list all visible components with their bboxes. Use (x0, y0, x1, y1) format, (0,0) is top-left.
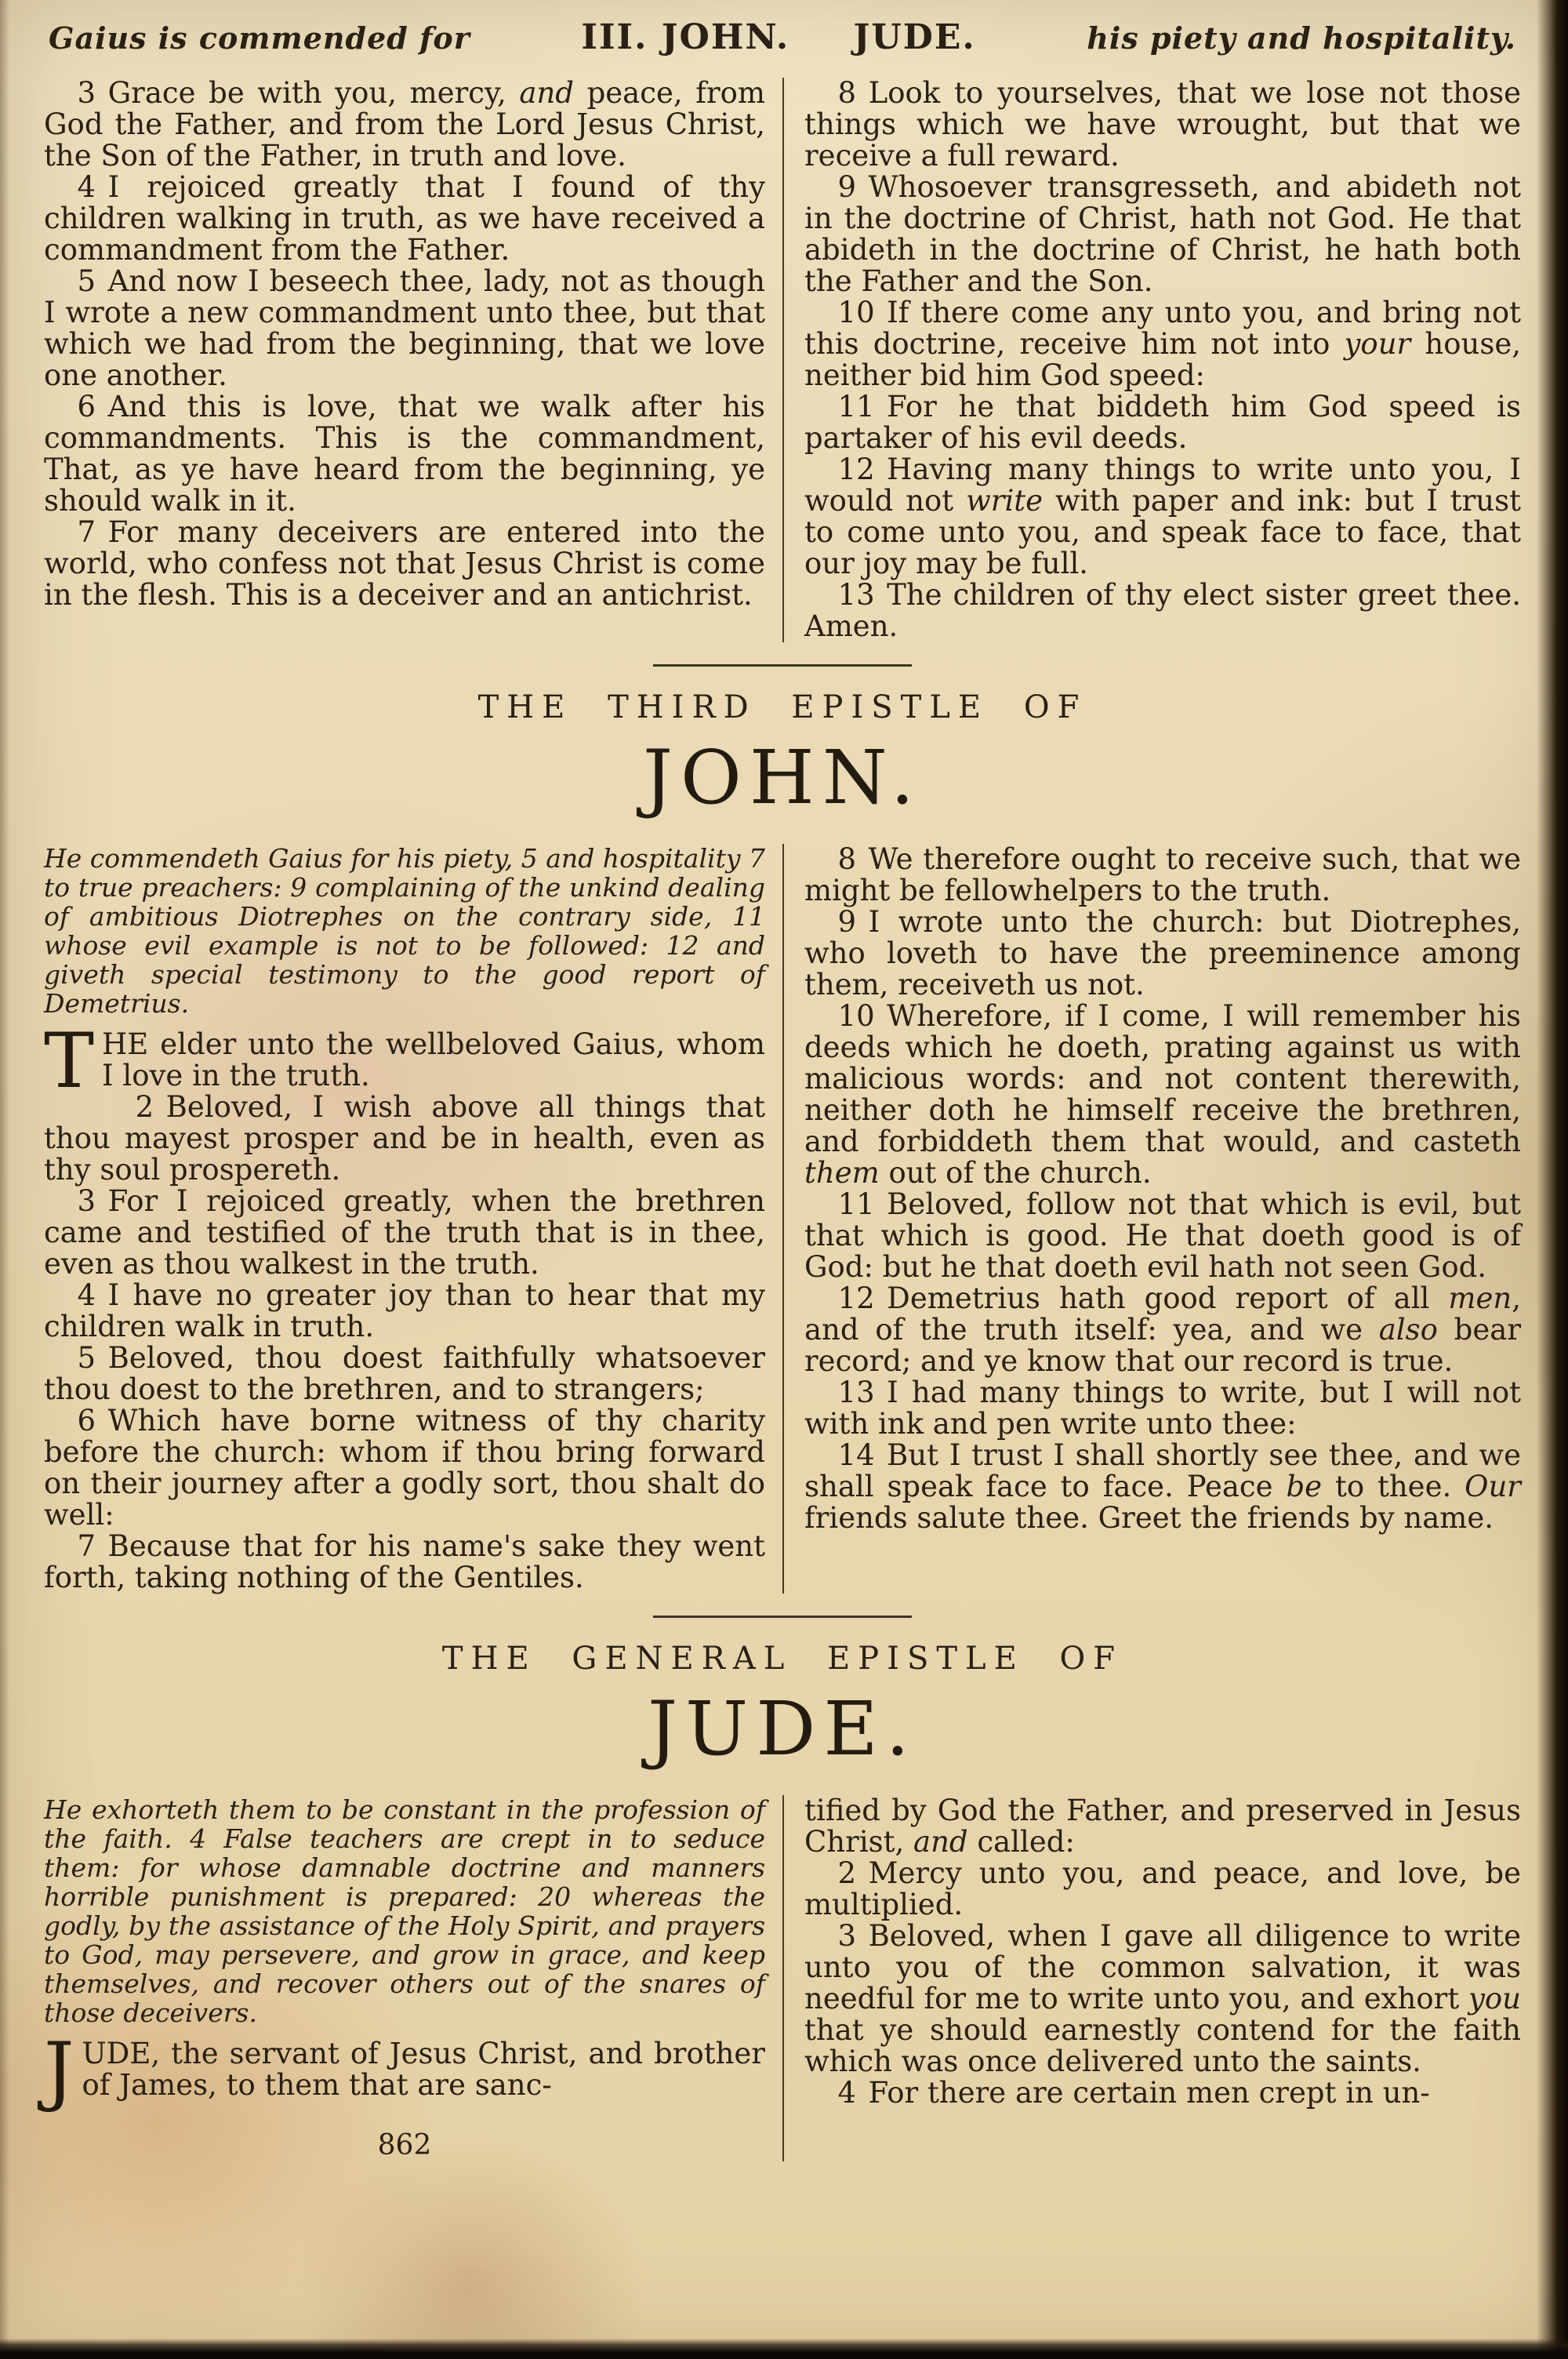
second-john-text-block (44, 78, 1521, 642)
verse (804, 2077, 1521, 2109)
verse (804, 1377, 1521, 1440)
verse-text: Grace be with you, mercy, and peace, from God the Father, and from the Lord Jesus Christ, the Son of the Father, in truth and love. (44, 76, 765, 173)
verse-number: 12 (837, 453, 875, 486)
verse-number: 11 (837, 1187, 875, 1221)
verse (44, 266, 765, 391)
verse-number: 14 (837, 1438, 875, 1472)
scan-edge-left (0, 0, 9, 2359)
third-john-kicker: THE THIRD EPISTLE OF (477, 689, 1087, 725)
verse-continuation (804, 1795, 1521, 1858)
running-head-left: Gaius is commended for (49, 20, 470, 56)
verse-number: 3 (837, 1919, 857, 1953)
verse-text: Beloved, thou doest faithfully whatsoever thou doest to the brethren, and to strangers; (44, 1341, 765, 1406)
ornamental-rule (653, 1616, 912, 1618)
verse-text: I rejoiced greatly that I found of thy children walking in truth, as we have received a commandment from the Father. (44, 170, 765, 267)
verse (44, 517, 765, 611)
verse (804, 580, 1521, 642)
verse-text: I have no greater joy than to hear that my children walk in truth. (44, 1278, 765, 1343)
verse (804, 1921, 1521, 2077)
verse-text: For there are certain men crept in un- (868, 2076, 1430, 2110)
verse-text: For he that biddeth him God speed is partaker of his evil deeds. (804, 390, 1521, 455)
verse (804, 1858, 1521, 1921)
verse-number: 2 (837, 1856, 857, 1890)
dropcap-letter: J (44, 2026, 74, 2114)
verse-number: 4 (77, 170, 96, 204)
jude-text-block (44, 1795, 1521, 2161)
verse-number: 8 (837, 842, 857, 876)
verse (804, 297, 1521, 391)
verse-number: 3 (77, 1184, 96, 1218)
right-column (782, 78, 1521, 642)
verse-text: Mercy unto you, and peace, and love, be multiplied. (804, 1856, 1521, 1921)
verse (44, 1405, 765, 1531)
chapter-summary-jude: He exhorteth them to be constant in the profession of the faith. 4 False teachers are crept in to seduce them: for whose damnable doctrine and manners horrible punishment is prepared: 20 whereas the godly, by the assistance of the Holy Spirit, and prayers to God, may persevere, and grow in grace, and keep themselves, and recover others out of the snares of those deceivers. (44, 1794, 765, 2028)
verse-number: 6 (77, 1404, 96, 1438)
verse-number: 13 (837, 578, 875, 612)
verse-number: 10 (837, 999, 875, 1033)
third-john-title: JOHN. (642, 735, 923, 821)
verse (44, 1186, 765, 1280)
verse-number: 4 (77, 1278, 96, 1312)
right-column (782, 1795, 1521, 2161)
ornamental-rule (653, 664, 912, 667)
verse-number: 11 (837, 390, 875, 423)
verse-text: I had many things to write, but I will not with ink and pen write unto thee: (804, 1376, 1521, 1441)
verse-text: If there come any unto you, and bring not this doctrine, receive him not into your house, neither bid him God speed: (804, 296, 1521, 392)
jude-kicker: THE GENERAL EPISTLE OF (441, 1641, 1123, 1677)
verse-text: I wrote unto the church: but Diotrephes, who loveth to have the preeminence among them, receiveth us not. (804, 905, 1521, 1001)
page-number: 862 (377, 2129, 432, 2161)
verse-number: 8 (837, 76, 857, 110)
left-column (44, 844, 782, 1594)
chapter-summary-third-john: He commendeth Gaius for his piety, 5 and hospitality 7 to true preachers: 9 complaining of the unkind dealing of ambitious Diotrephes on the contrary side, 11 whose evil example is not to be followed: 12 and giveth special testimony to the good report of Demetrius. (44, 843, 765, 1019)
verse (44, 2026, 765, 2114)
verse (804, 1001, 1521, 1189)
verse-text: And this is love, that we walk after his commandments. This is the commandment, That, as ye have heard from the beginning, ye should walk in it. (44, 390, 765, 518)
third-john-text-block (44, 844, 1521, 1594)
verse (44, 172, 765, 266)
verse-text: For I rejoiced greatly, when the brethren came and testified of the truth that is in thee, even as thou walkest in the truth. (44, 1184, 765, 1281)
verse-text: Beloved, I wish above all things that thou mayest prosper and be in health, even as thy soul prospereth. (44, 1090, 765, 1187)
verse (804, 1283, 1521, 1377)
verse-number: 4 (837, 2076, 857, 2110)
verse (804, 454, 1521, 580)
verse-text: Which have borne witness of thy charity before the church: whom if thou bring forward on their journey after a godly sort, thou shalt do well: (44, 1404, 765, 1532)
verse-text: Because that for his name's sake they went forth, taking nothing of the Gentiles. (44, 1529, 765, 1594)
running-head-book-iii-john: III. JOHN. (581, 17, 790, 57)
verse-text: HE elder unto the wellbeloved Gaius, whom I love in the truth. (102, 1027, 765, 1092)
verse-text: UDE, the servant of Jesus Christ, and brother of James, to them that are sanc- (82, 2037, 765, 2102)
left-column (44, 78, 782, 642)
verse (44, 1017, 765, 1105)
dropcap-letter: T (44, 1017, 95, 1105)
verse (804, 907, 1521, 1001)
verse-number: 7 (77, 515, 96, 549)
verse (804, 1189, 1521, 1283)
running-head (44, 13, 1521, 57)
verse-number: 5 (77, 1341, 96, 1375)
scan-edge-right (1537, 0, 1568, 2359)
scan-edge-bottom (0, 2339, 1568, 2359)
running-head-book-jude: JUDE. (853, 17, 976, 57)
verse-text: But I trust I shall shortly see thee, and we shall speak face to face. Peace be to thee. Our friends salute thee. Greet the friends by name. (804, 1438, 1521, 1535)
verse-number: 6 (77, 390, 96, 423)
verse (804, 78, 1521, 172)
verse (44, 1092, 765, 1186)
verse (44, 1531, 765, 1594)
verse (44, 78, 765, 172)
verse-text: Having many things to write unto you, I would not write with paper and ink: but I trust to come unto you, and speak face to face, that our joy may be full. (804, 453, 1521, 580)
verse-text: And now I beseech thee, lady, not as though I wrote a new commandment unto thee, but that which we had from the beginning, that we love one another. (44, 264, 765, 392)
running-head-center (581, 17, 975, 57)
verse-text: Look to yourselves, that we lose not those things which we have wrought, but that we receive a full reward. (804, 76, 1521, 173)
right-column (782, 844, 1521, 1594)
verse (804, 844, 1521, 907)
verse-text: Whosoever transgresseth, and abideth not in the doctrine of Christ, hath not God. He that abideth in the doctrine of Christ, he hath both the Father and the Son. (804, 170, 1521, 298)
verse-text: Wherefore, if I come, I will remember his deeds which he doeth, prating against us with malicious words: and not content therewith, neither doth he himself receive the brethren, and forbiddeth them that would, and casteth them out of the church. (804, 999, 1521, 1190)
verse (44, 1280, 765, 1343)
verse-number: 2 (135, 1090, 154, 1124)
verse-number: 7 (77, 1529, 96, 1563)
verse-number: 9 (837, 170, 857, 204)
running-head-right: his piety and hospitality. (1087, 20, 1516, 56)
verse-number: 13 (837, 1376, 875, 1409)
verse-text: Beloved, when I gave all diligence to write unto you of the common salvation, it was needful for me to write unto you, and exhort you that ye should earnestly contend for the faith which was once delivered unto the saints. (804, 1919, 1521, 2078)
jude-title: JUDE. (648, 1686, 917, 1772)
verse (804, 1440, 1521, 1534)
verse (804, 172, 1521, 297)
verse-text: tified by God the Father, and preserved in Jesus Christ, and called: (804, 1794, 1521, 1859)
verse (44, 391, 765, 517)
verse (44, 1343, 765, 1405)
verse-text: Beloved, follow not that which is evil, but that which is good. He that doeth good is of God: but he that doeth evil hath not seen God. (804, 1187, 1521, 1284)
verse-number: 5 (77, 264, 96, 298)
verse (804, 391, 1521, 454)
verse-text: Demetrius hath good report of all men, and of the truth itself: yea, and we also bear record; and ye know that our record is true. (804, 1281, 1522, 1378)
verse-text: The children of thy elect sister greet thee. Amen. (804, 578, 1521, 643)
verse-text: We therefore ought to receive such, that we might be fellowhelpers to the truth. (804, 842, 1521, 907)
verse-number: 9 (837, 905, 857, 939)
verse-text: For many deceivers are entered into the world, who confess not that Jesus Christ is come in the flesh. This is a deceiver and an antichrist. (44, 515, 765, 612)
verse-number: 3 (77, 76, 96, 110)
verse-number: 12 (837, 1281, 875, 1315)
verse-number: 10 (837, 296, 875, 329)
left-column (44, 1795, 782, 2161)
